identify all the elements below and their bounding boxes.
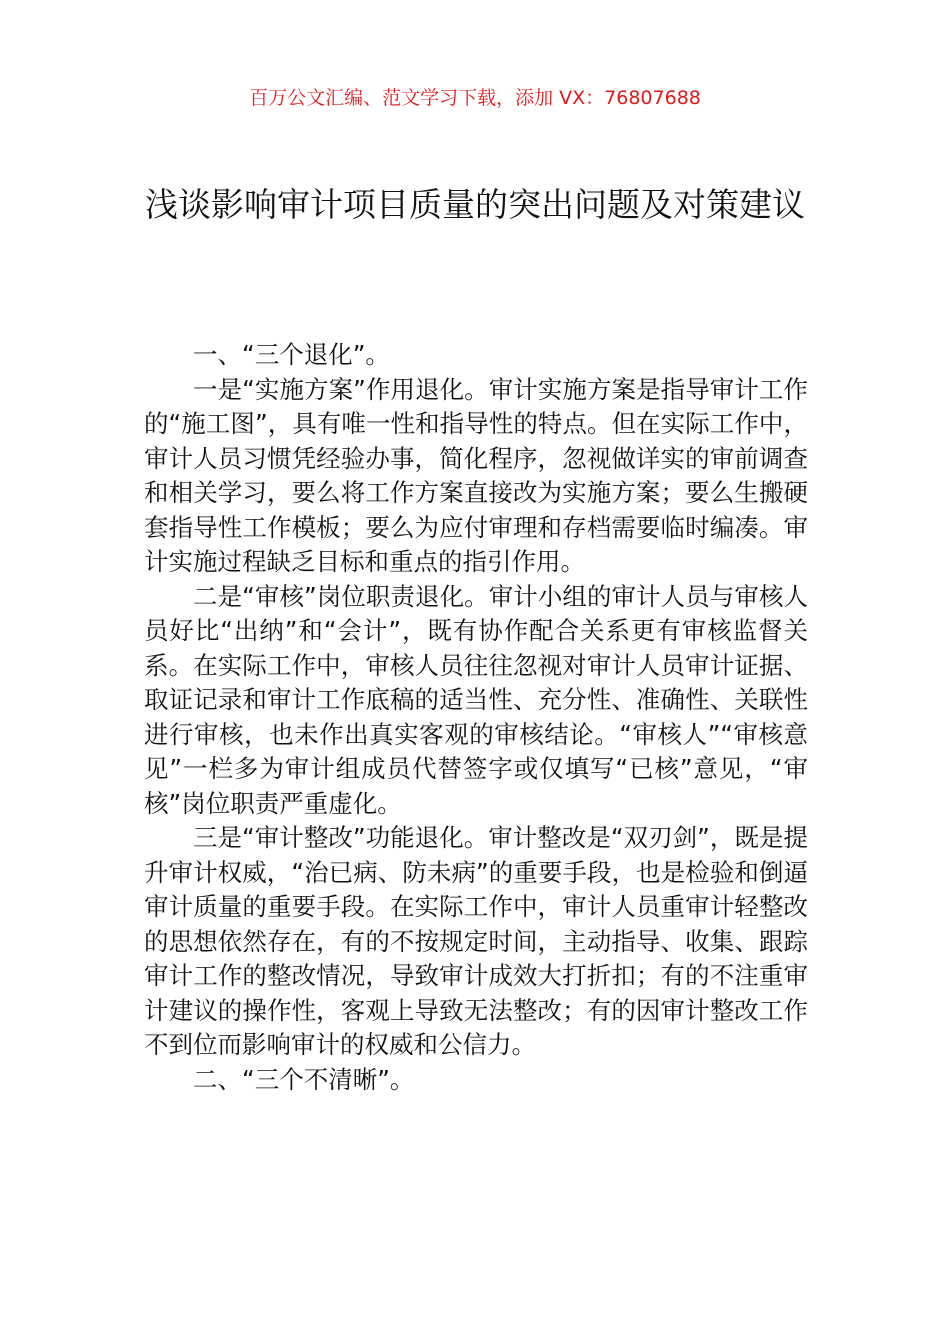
document-body [144, 338, 808, 1097]
header-promo-note: 百万公文汇编、范文学习下载，添加 VX：76807688 [249, 87, 701, 109]
section-heading-1: 一、“三个退化”。 [193, 340, 390, 369]
body-paragraph-1: 一是“实施方案”作用退化。审计实施方案是指导审计工作的“施工图”，具有唯一性和指导性的特点。但在实际工作中，审计人员习惯凭经验办事，简化程序，忽视做详实的审前调查和相关学习，要么将工作方案直接改为实施方案；要么生搬硬套指导性工作模板；要么为应付审理和存档需要临时编凑。审计实施过程缺乏目标和重点的指引作用。 [144, 374, 808, 576]
section-heading-2: 二、“三个不清晰”。 [193, 1064, 415, 1094]
body-paragraph-2: 二是“审核”岗位职责退化。审计小组的审计人员与审核人员好比“出纳”和“会计”，既有协作配合关系更有审核监督关系。在实际工作中，审核人员往往忽视对审计人员审计证据、取证记录和审计工作底稿的适当性、充分性、准确性、关联性进行审核，也未作出真实客观的审核结论。“审核人”“审核意见”一栏多为审计组成员代替签字或仅填写“已核”意见，“审核”岗位职责严重虚化。 [144, 581, 808, 818]
document-title: 浅谈影响审计项目质量的突出问题及对策建议 [145, 185, 805, 224]
body-paragraph-3: 三是“审计整改”功能退化。审计整改是“双刃剑”，既是提升审计权威，“治已病、防未病”的重要手段，也是检验和倒逼审计质量的重要手段。在实际工作中，审计人员重审计轻整改的思想依然存在，有的不按规定时间，主动指导、收集、跟踪审计工作的整改情况，导致审计成效大打折扣；有的不注重审计建议的操作性，客观上导致无法整改；有的因审计整改工作不到位而影响审计的权威和公信力。 [144, 823, 808, 1059]
